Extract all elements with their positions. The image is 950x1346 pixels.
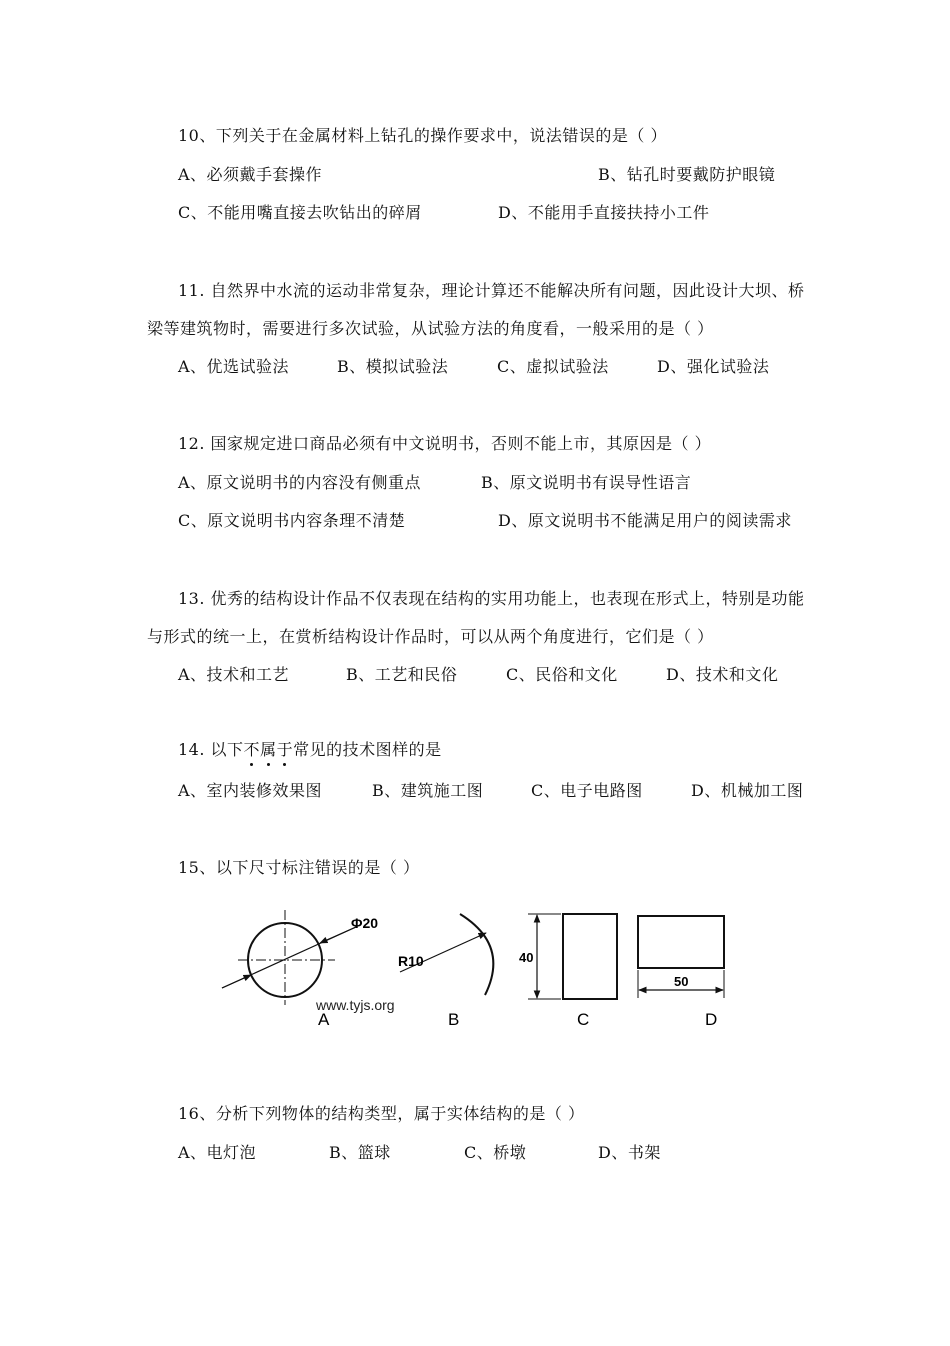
q11-stem-line2: 梁等建筑物时，需要进行多次试验，从试验方法的角度看，一般采用的是（ ）	[147, 319, 714, 338]
q16-option-b: B、篮球	[329, 1143, 391, 1162]
figure-a-arrow-lower	[222, 975, 251, 988]
q12-option-b: B、原文说明书有误导性语言	[481, 473, 692, 492]
q14-option-b: B、建筑施工图	[372, 781, 484, 800]
q13-stem-line1: 13. 优秀的结构设计作品不仅表现在结构的实用功能上，也表现在形式上，特别是功能	[178, 589, 805, 608]
q14-stem	[178, 740, 442, 760]
q13-option-b: B、工艺和民俗	[346, 665, 458, 684]
q14-emphasis-char-3: 于	[276, 740, 294, 759]
q14-option-a: A、室内装修效果图	[178, 781, 323, 800]
figure-a-circle-dimension	[222, 910, 395, 1029]
q14-stem-suffix: 常见的技术图样的是	[293, 740, 442, 759]
q14-stem-prefix: 14. 以下	[178, 740, 244, 759]
figure-d-rectangle	[638, 916, 724, 968]
q14-emphasis-char-2: 属	[260, 740, 277, 759]
q12-option-c: C、原文说明书内容条理不清楚	[178, 511, 406, 530]
figure-caption-c: C	[577, 1010, 590, 1029]
q11-stem-line1: 11. 自然界中水流的运动非常复杂，理论计算还不能解决所有问题，因此设计大坝、桥	[178, 281, 805, 300]
q12-stem: 12. 国家规定进口商品必须有中文说明书，否则不能上市，其原因是（ ）	[178, 434, 712, 453]
figure-caption-b: B	[448, 1010, 460, 1029]
dimension-figure	[210, 900, 750, 1040]
figure-c-height-label: 40	[519, 950, 534, 965]
figure-caption-d: D	[705, 1010, 718, 1029]
figure-b-arc	[460, 914, 493, 995]
q10-option-c: C、不能用嘴直接去吹钻出的碎屑	[178, 203, 422, 222]
figure-d-width-label: 50	[674, 974, 689, 989]
q12-option-d: D、原文说明书不能满足用户的阅读需求	[498, 511, 792, 530]
figure-b-arc-dimension	[398, 914, 493, 1029]
q14-option-d: D、机械加工图	[691, 781, 804, 800]
q10-option-b: B、钻孔时要戴防护眼镜	[598, 165, 776, 184]
q15-stem: 15、以下尺寸标注错误的是（ ）	[178, 858, 420, 877]
q10-option-d: D、不能用手直接扶持小工件	[498, 203, 710, 222]
q16-option-c: C、桥墩	[464, 1143, 527, 1162]
q12-option-a: A、原文说明书的内容没有侧重点	[178, 473, 422, 492]
q16-option-a: A、电灯泡	[178, 1143, 257, 1162]
q16-option-d: D、书架	[598, 1143, 661, 1162]
figure-c-rectangle	[563, 914, 617, 999]
q10-stem: 10、下列关于在金属材料上钻孔的操作要求中，说法错误的是（ ）	[178, 126, 667, 145]
q14-emphasis-char-1: 不	[243, 740, 261, 759]
figure-c-height-dimension	[519, 914, 617, 1029]
figure-a-phi-label: Φ20	[351, 915, 379, 931]
q13-stem-line2: 与形式的统一上，在赏析结构设计作品时，可以从两个角度进行，它们是（ ）	[147, 627, 714, 646]
q11-option-c: C、虚拟试验法	[497, 357, 609, 376]
q11-option-d: D、强化试验法	[657, 357, 770, 376]
figure-watermark: www.tyjs.org	[316, 997, 395, 1013]
figure-caption-a: A	[318, 1010, 330, 1029]
q13-option-c: C、民俗和文化	[506, 665, 618, 684]
q11-option-b: B、模拟试验法	[337, 357, 449, 376]
q13-option-a: A、技术和工艺	[178, 665, 290, 684]
q16-stem: 16、分析下列物体的结构类型，属于实体结构的是（ ）	[178, 1104, 585, 1123]
figure-d-width-dimension	[638, 916, 724, 1029]
q14-option-c: C、电子电路图	[531, 781, 643, 800]
q11-option-a: A、优选试验法	[178, 357, 290, 376]
q10-option-a: A、必须戴手套操作	[178, 165, 323, 184]
figure-b-r-label: R10	[398, 953, 424, 969]
q13-option-d: D、技术和文化	[666, 665, 779, 684]
